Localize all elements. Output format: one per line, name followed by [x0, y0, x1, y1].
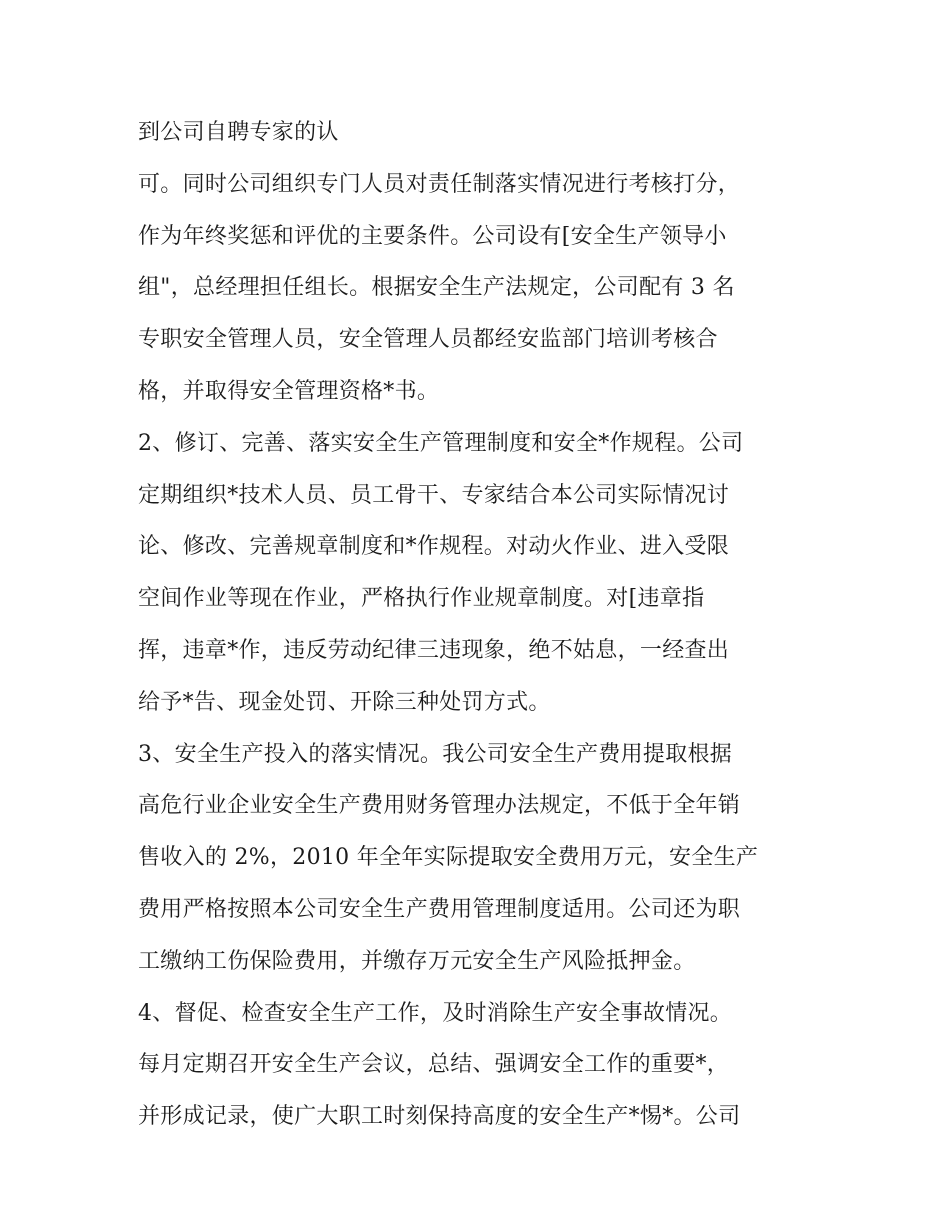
text-line: 费用严格按照本公司安全生产费用管理制度适用。公司还为职	[138, 896, 741, 922]
text-line: 每月定期召开安全生产会议，总结、强调安全工作的重要*，	[138, 1052, 730, 1078]
text-line: 组"，总经理担任组长。根据安全生产法规定，公司配有 3 名	[138, 275, 735, 301]
text-line: 可。同时公司组织专门人员对责任制落实情况进行考核打分，	[138, 171, 741, 197]
text-line: 4、督促、检查安全生产工作，及时消除生产安全事故情况。	[138, 1000, 733, 1026]
text-line: 专职安全管理人员，安全管理人员都经安监部门培训考核合	[138, 327, 718, 353]
text-line: 2、修订、完善、落实安全生产管理制度和安全*作规程。公司	[138, 430, 744, 456]
body-text	[138, 107, 828, 1143]
text-line: 空间作业等现在作业，严格执行作业规章制度。对[违章指	[138, 586, 705, 612]
text-line: 作为年终奖惩和评优的主要条件。公司设有[安全生产领导小	[138, 223, 727, 249]
text-line: 定期组织*技术人员、员工骨干、专家结合本公司实际情况讨	[138, 482, 730, 508]
text-line: 论、修改、完善规章制度和*作规程。对动火作业、进入受限	[138, 534, 730, 560]
text-line: 高危行业企业安全生产费用财务管理办法规定，不低于全年销	[138, 793, 741, 819]
text-line: 到公司自聘专家的认	[138, 120, 339, 145]
text-line: 给予*告、现金处罚、开除三种处罚方式。	[138, 689, 551, 715]
text-line: 格，并取得安全管理资格*书。	[138, 378, 440, 404]
text-line: 3、安全生产投入的落实情况。我公司安全生产费用提取根据	[138, 741, 733, 767]
text-line: 并形成记录，使广大职工时刻保持高度的安全生产*惕*。公司	[138, 1104, 741, 1130]
text-line: 工缴纳工伤保险费用，并缴存万元安全生产风险抵押金。	[138, 948, 696, 974]
text-line: 挥，违章*作，违反劳动纪律三违现象，绝不姑息，一经查出	[138, 637, 730, 663]
text-line: 售收入的 2%，2010 年全年实际提取安全费用万元，安全生产	[138, 845, 759, 871]
